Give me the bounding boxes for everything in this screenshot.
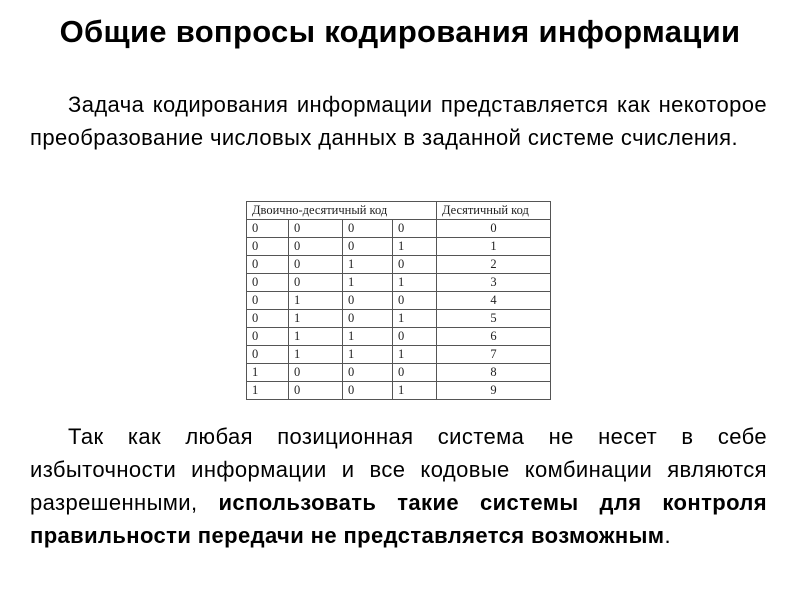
binary-digit-cell: 1: [289, 328, 343, 346]
table-header-row: [247, 202, 551, 220]
binary-digit-cell: 0: [393, 220, 437, 238]
binary-digit-cell: 0: [393, 364, 437, 382]
binary-digit-cell: 0: [343, 292, 393, 310]
conclusion-text: Так как любая позиционная система не несет в себе избыточности информации и все кодовые комбинации являются разрешенными,: [30, 424, 767, 515]
decimal-value-cell: 0: [437, 220, 551, 238]
binary-digit-cell: 0: [289, 364, 343, 382]
binary-digit-cell: 0: [393, 328, 437, 346]
binary-digit-cell: 0: [343, 310, 393, 328]
slide-title: Общие вопросы кодирования информации: [59, 14, 741, 49]
binary-digit-cell: 0: [247, 238, 289, 256]
binary-decimal-header: Двоично-десятичный код: [247, 202, 437, 220]
binary-digit-cell: 1: [343, 328, 393, 346]
binary-digit-cell: 0: [289, 274, 343, 292]
binary-digit-cell: 1: [393, 382, 437, 400]
table-row: [247, 292, 551, 310]
binary-digit-cell: 1: [343, 274, 393, 292]
table-row: [247, 328, 551, 346]
binary-digit-cell: 0: [343, 220, 393, 238]
table-row: [247, 256, 551, 274]
binary-digit-cell: 1: [289, 292, 343, 310]
binary-digit-cell: 0: [247, 220, 289, 238]
decimal-value-cell: 3: [437, 274, 551, 292]
binary-digit-cell: 0: [247, 328, 289, 346]
binary-digit-cell: 1: [343, 346, 393, 364]
intro-paragraph: Задача кодирования информации представляется как некоторое преобразование числовых данных в заданной системе счисления.: [30, 92, 767, 150]
table-body: [247, 220, 551, 400]
binary-digit-cell: 0: [343, 238, 393, 256]
code-table: [246, 201, 551, 400]
binary-digit-cell: 0: [289, 382, 343, 400]
table-row: [247, 274, 551, 292]
table-row: [247, 364, 551, 382]
decimal-header: Десятичный код: [437, 202, 551, 220]
decimal-value-cell: 8: [437, 364, 551, 382]
table-row: [247, 346, 551, 364]
decimal-value-cell: 9: [437, 382, 551, 400]
binary-digit-cell: 0: [247, 292, 289, 310]
table-row: [247, 382, 551, 400]
binary-digit-cell: 1: [289, 346, 343, 364]
conclusion-bold-text: использовать такие системы для контроля правильности передачи не представляется возможным: [30, 490, 767, 548]
decimal-value-cell: 2: [437, 256, 551, 274]
table-row: [247, 238, 551, 256]
binary-digit-cell: 1: [393, 310, 437, 328]
binary-digit-cell: 1: [343, 256, 393, 274]
binary-digit-cell: 0: [343, 364, 393, 382]
binary-digit-cell: 0: [247, 310, 289, 328]
binary-digit-cell: 1: [247, 364, 289, 382]
binary-digit-cell: 1: [289, 310, 343, 328]
binary-digit-cell: 1: [393, 274, 437, 292]
binary-digit-cell: 0: [289, 256, 343, 274]
conclusion-paragraph: [30, 420, 767, 552]
binary-digit-cell: 0: [289, 220, 343, 238]
binary-digit-cell: 1: [393, 238, 437, 256]
binary-digit-cell: 1: [247, 382, 289, 400]
conclusion-end: .: [664, 523, 671, 548]
table-row: [247, 220, 551, 238]
decimal-value-cell: 7: [437, 346, 551, 364]
decimal-value-cell: 4: [437, 292, 551, 310]
binary-digit-cell: 0: [393, 256, 437, 274]
binary-digit-cell: 0: [247, 274, 289, 292]
binary-digit-cell: 0: [289, 238, 343, 256]
binary-digit-cell: 0: [393, 292, 437, 310]
decimal-value-cell: 1: [437, 238, 551, 256]
decimal-value-cell: 6: [437, 328, 551, 346]
binary-digit-cell: 1: [393, 346, 437, 364]
binary-digit-cell: 0: [247, 346, 289, 364]
table-row: [247, 310, 551, 328]
binary-digit-cell: 0: [247, 256, 289, 274]
decimal-value-cell: 5: [437, 310, 551, 328]
binary-digit-cell: 0: [343, 382, 393, 400]
